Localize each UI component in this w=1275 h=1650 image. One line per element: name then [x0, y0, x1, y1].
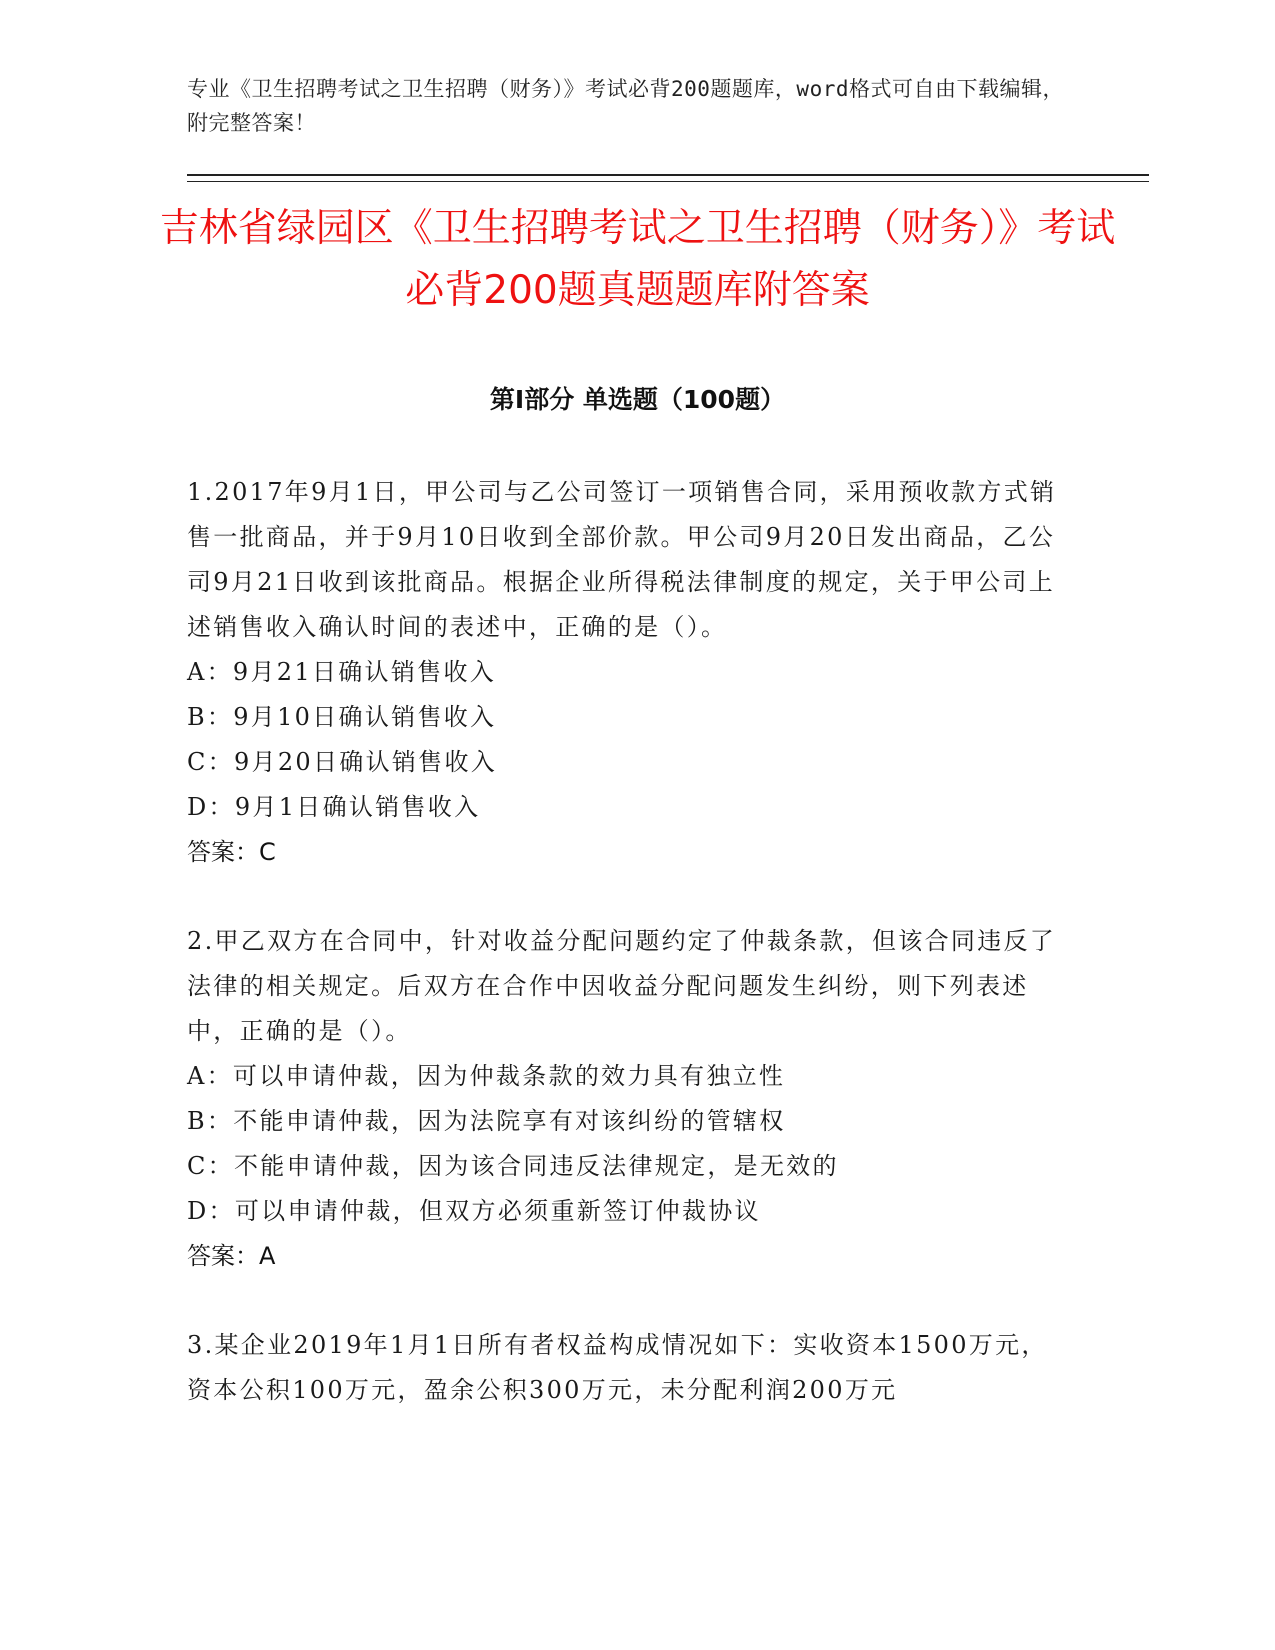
section-heading: 第I部分 单选题（100题）	[489, 385, 786, 414]
question-answer: 答案：A	[187, 1242, 276, 1270]
question-stem: 2.甲乙双方在合同中，针对收益分配问题约定了仲裁条款，但该合同违反了法律的相关规定。后双方在合作中因收益分配问题发生纠纷，则下列表述中，正确的是（）。	[187, 927, 1057, 1045]
question-option-b: B：不能申请仲裁，因为法院享有对该纠纷的管辖权	[187, 1107, 786, 1135]
header-divider-thick	[187, 174, 1149, 176]
question-stem: 1.2017年9月1日，甲公司与乙公司签订一项销售合同，采用预收款方式销售一批商品，并于9月10日收到全部价款。甲公司9月20日发出商品，乙公司9月21日收到该批商品。根据企业所得税法律制度的规定，关于甲公司上述销售收入确认时间的表述中，正确的是（）。	[187, 478, 1057, 641]
question-option-b: B：9月10日确认销售收入	[187, 703, 497, 731]
question-answer: 答案：C	[187, 838, 276, 866]
header-note: 专业《卫生招聘考试之卫生招聘（财务）》考试必背200题题库，word格式可自由下载编辑，附完整答案！	[187, 77, 1064, 135]
question-option-c: C：不能申请仲裁，因为该合同违反法律规定，是无效的	[187, 1152, 839, 1180]
question-list	[187, 470, 1067, 1457]
header-divider-thin	[187, 181, 1149, 182]
question-option-a: A：9月21日确认销售收入	[187, 658, 497, 686]
question-1	[187, 470, 1067, 875]
question-2	[187, 919, 1067, 1279]
question-option-a: A：可以申请仲裁，因为仲裁条款的效力具有独立性	[187, 1062, 786, 1090]
question-option-c: C：9月20日确认销售收入	[187, 748, 498, 776]
question-3	[187, 1323, 1067, 1413]
question-stem: 3.某企业2019年1月1日所有者权益构成情况如下：实收资本1500万元，资本公积100万元，盈余公积300万元，未分配利润200万元	[187, 1331, 1048, 1404]
question-option-d: D：9月1日确认销售收入	[187, 793, 481, 821]
question-option-d: D：可以申请仲裁，但双方必须重新签订仲裁协议	[187, 1197, 761, 1225]
document-title: 吉林省绿园区《卫生招聘考试之卫生招聘（财务）》考试必背200题真题题库附答案	[159, 206, 1116, 313]
